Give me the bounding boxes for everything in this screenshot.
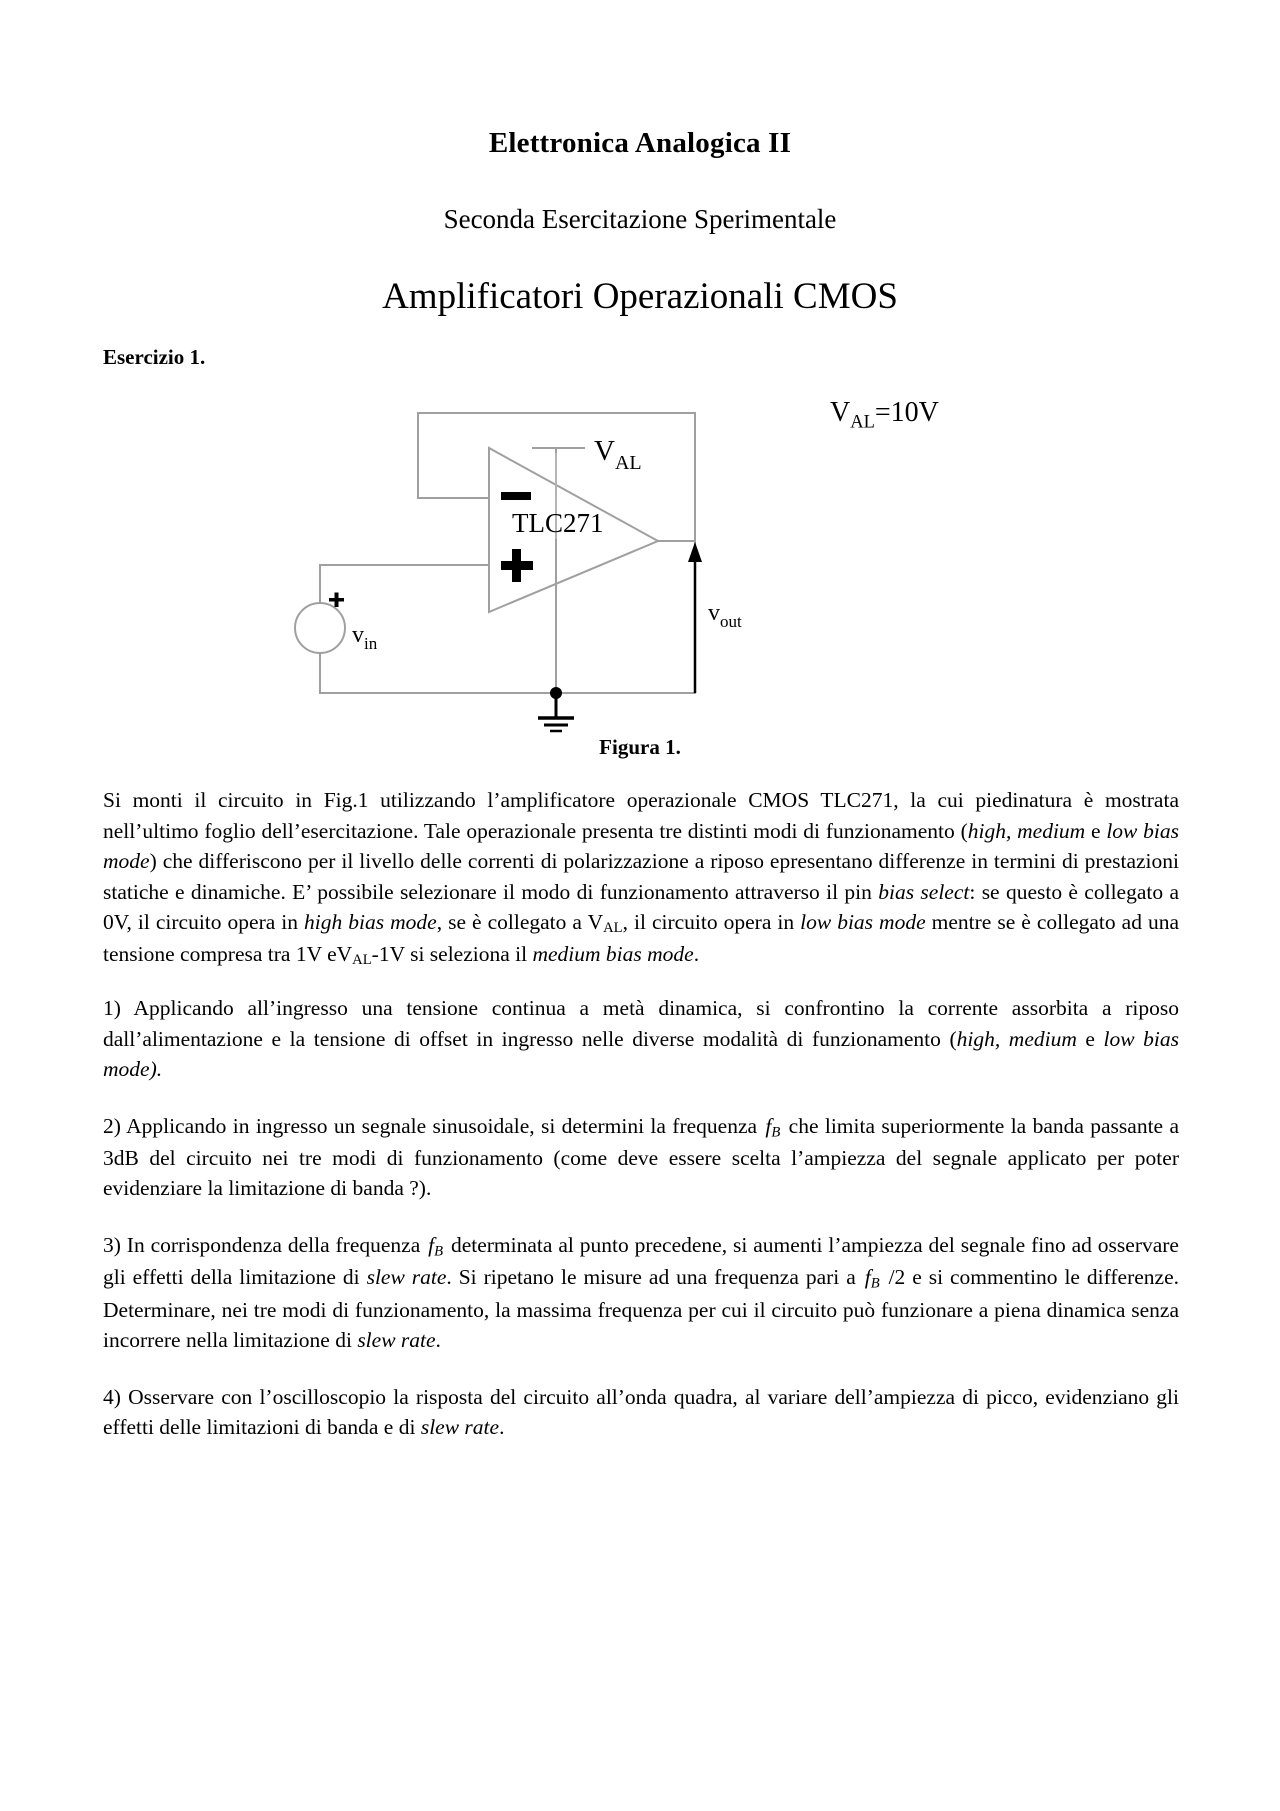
page-title: Elettronica Analogica II — [488, 127, 792, 159]
item3-math-fb-1 — [426, 1232, 445, 1260]
intro-em-2: low bias mode — [103, 818, 1180, 874]
supply-annotation-suffix: =10V — [874, 397, 939, 428]
noninverting-input-plus-icon — [501, 549, 533, 582]
intro-part-9: . — [693, 942, 700, 967]
voltage-source-circle — [295, 603, 345, 653]
item3-part-1: 3) In corrispondenza della frequenza — [103, 1232, 427, 1257]
item2-part-2: che limita superiormente la banda passante a 3dB del circuito nei tre modi di funzionamento (come deve essere scelta l’ampiezza del segnale applicato per poter evidenziare la limitazione di banda ?). — [103, 1113, 1180, 1201]
intro-sub-1: AL — [603, 920, 623, 937]
supply-rail-label: $V_{AL}$ — [594, 435, 642, 474]
body-text — [103, 785, 1179, 1465]
intro-em-6: medium bias mode — [532, 942, 694, 967]
intro-part-1: Si monti il circuito in Fig.1 utilizzando l’amplificatore operazionale CMOS TLC271, la cui piedinatura è mostrata nell’ultimo foglio dell’esercitazione. Tale operazionale presenta tre distinti modi di funzionamento ( — [103, 788, 1179, 843]
supply-annotation-subscript: AL — [850, 411, 875, 432]
exercise-label: Esercizio 1. — [103, 345, 206, 369]
figure-caption: Figura 1. — [599, 735, 681, 759]
ground-symbol — [538, 693, 574, 731]
item3-part-5: . — [435, 1328, 441, 1353]
item3-math-sub-1: B — [434, 1243, 444, 1260]
page-main-title: Amplificatori Operazionali CMOS — [382, 275, 898, 317]
item3-em-2: slew rate — [357, 1328, 436, 1353]
item3-part-4: /2 e si commentino le differenze. Determinare, nei tre modi di funzionamento, la massima frequenza per cui il circuito può funzionare a piena dinamica senza incorrere nella limitazione di — [103, 1265, 1180, 1353]
circuit-schematic-svg — [0, 380, 1280, 770]
intro-part-6: , il circuito opera in — [622, 910, 801, 935]
item3-math-f-1: f — [428, 1232, 435, 1257]
input-source-label: $v_{in}$ — [352, 622, 378, 653]
item4-part-2: . — [499, 1415, 505, 1440]
page-subtitle: Seconda Esercitazione Sperimentale — [443, 203, 837, 234]
title-block — [0, 0, 1280, 317]
paragraph-item-1 — [103, 993, 1179, 1085]
intro-em-1: high, medium — [967, 818, 1086, 843]
item2-math-f: f — [765, 1113, 772, 1138]
inverting-input-minus-icon — [501, 492, 531, 500]
item4-em-1: slew rate — [420, 1415, 500, 1440]
item3-math-f-2: f — [864, 1265, 871, 1290]
intro-em-3: bias select — [878, 879, 970, 904]
item1-em-2: low bias mode). — [103, 1026, 1179, 1082]
item3-em-1: slew rate — [366, 1265, 447, 1290]
item3-math-fb-2 — [863, 1265, 882, 1293]
item1-em-1: high, medium — [956, 1026, 1077, 1051]
intro-em-4: high bias mode — [304, 910, 437, 935]
intro-part-5: , se è collegato a V — [436, 910, 604, 935]
intro-part-8: -1V si seleziona il — [371, 942, 533, 967]
output-voltage-label: $v_{out}$ — [708, 600, 742, 631]
item2-part-1: 2) Applicando in ingresso un segnale sinusoidale, si determini la frequenza — [103, 1113, 764, 1138]
paragraph-item-2 — [103, 1111, 1179, 1204]
intro-part-3: ) che differiscono per il livello delle correnti di polarizzazione a riposo epresentano differenze in termini di prestazioni statiche e dinamiche. E’ possibile selezionare il modo di funzionamento attraverso il pin — [103, 849, 1179, 904]
item2-math-sub: B — [771, 1124, 781, 1141]
opamp-part-label: TLC271 — [512, 508, 604, 538]
circuit-figure — [0, 380, 1280, 770]
intro-part-2: e — [1085, 818, 1107, 843]
intro-em-5: low bias mode — [800, 910, 926, 935]
paragraph-item-4 — [103, 1382, 1179, 1443]
item2-math-fb — [763, 1113, 782, 1141]
item1-part-2: e — [1076, 1026, 1104, 1051]
supply-annotation-prefix: V — [830, 397, 851, 428]
intro-part-7: mentre se è collegato ad una tensione compresa tra 1V eV — [103, 910, 1180, 967]
paragraph-intro — [103, 785, 1179, 971]
item3-part-2: determinata al punto precedene, si aumenti l’ampiezza del segnale fino ad osservare gli effetti della limitazione di — [103, 1232, 1179, 1290]
item1-part-1: 1) Applicando all’ingresso una tensione continua a metà dinamica, si confrontino la corrente assorbita a riposo dall’alimentazione e la tensione di offset in ingresso nelle diverse modalità di funzionamento ( — [103, 996, 1179, 1051]
intro-part-4: : se questo è collegato a 0V, il circuito opera in — [103, 879, 1179, 935]
item4-part-1: 4) Osservare con l’oscilloscopio la risposta del circuito all’onda quadra, al variare dell’ampiezza di picco, evidenziano gli effetti delle limitazioni di banda e di — [103, 1384, 1179, 1440]
intro-sub-2: AL — [352, 952, 372, 969]
item3-math-sub-2: B — [870, 1276, 880, 1293]
item3-part-3: . Si ripetano le misure ad una frequenza pari a — [446, 1265, 863, 1290]
paragraph-item-3 — [103, 1230, 1179, 1356]
input-source-label-sub: in — [364, 634, 378, 653]
output-voltage-label-sub: out — [720, 612, 742, 631]
output-voltage-arrow — [688, 542, 702, 693]
supply-rail-label-sub: AL — [614, 452, 642, 474]
